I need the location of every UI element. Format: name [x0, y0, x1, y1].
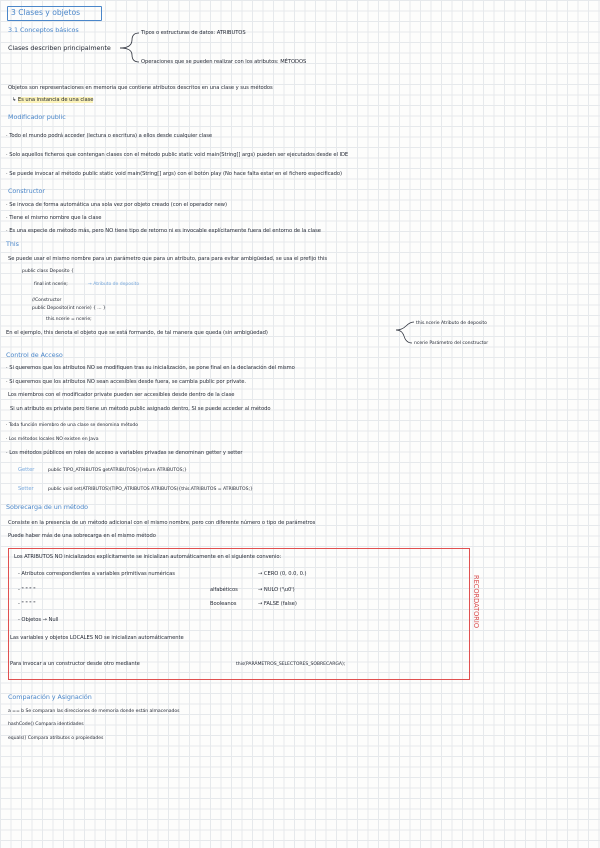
section-heading-overload: Sobrecarga de un método [6, 503, 88, 511]
getter-label: Getter [18, 467, 35, 473]
box-constructor-call: Para invocar a un constructor desde otro mediante [10, 661, 140, 667]
this-description: Se puede usar el mismo nombre para un parámetro que para un atributo, para para evitar ambigüedad, se usa el prefijo this [8, 256, 327, 262]
access-point-1: · Si queremos que los atributos NO se modifiquen tras su inicialización, se pone final en la declaración del mismo [6, 365, 295, 371]
compare-point-1: a == b Se comparan las direcciones de memoria donde están almacenados [8, 709, 180, 714]
public-point-2: · Solo aquellos ficheros que contengan clases con el método public static void main(String[] args) pueden ser ejecutados desde el IDE [6, 152, 349, 158]
code-line-comment: //Constructor [32, 298, 62, 303]
section-heading-access: Control de Acceso [6, 351, 63, 359]
code-line-attr: final int ncerie; [34, 282, 68, 287]
objetos-subnote: ↳ Es una instancia de una clase [12, 97, 94, 103]
section-heading-this: This [6, 240, 19, 248]
access-point-2: · Si queremos que los atributos NO sean accesibles desde fuera, se cambia public por private. [6, 379, 246, 385]
overload-point-1: Consiste en la presencia de un método adicional con el mismo nombre, pero con diferente número o tipo de parámetros [8, 520, 316, 526]
constructor-point-2: · Tiene el mismo nombre que la clase [6, 215, 102, 221]
box-row-numeric: - Atributos correspondientes a variables primitivas numéricas [18, 571, 175, 577]
box-row-alpha-ditto: - " " " " [18, 587, 36, 593]
section-heading-basics: 3.1 Conceptos básicos [8, 26, 79, 34]
access-point-6: · Los métodos locales NO existen en Java [6, 437, 99, 442]
page-title: 3 Clases y objetos [11, 8, 81, 17]
access-point-5: · Toda función miembro de una clase se denomina método [6, 423, 139, 428]
annotation-this-attr: this.ncerie Atributo de deposito [416, 321, 487, 326]
branch-attributes: Tipos o estructuras de datos: ATRIBUTOS [141, 30, 246, 36]
getter-code: public TIPO_ATRIBUTOS getATRIBUTOS(){return ATRIBUTOS;} [48, 468, 187, 473]
access-point-3: Los miembros con el modificador private pueden ser accesibles desde dentro de la clase [8, 392, 235, 398]
box-row-numeric-value: → CERO (0, 0.0, 0.) [258, 571, 307, 577]
code-line-class: public class Deposito { [22, 269, 74, 274]
box-constructor-code: this(PARÁMETROS_SELECTORES_SOBRECARGA); [236, 662, 346, 667]
section-heading-compare: Comparación y Asignación [8, 693, 92, 701]
objetos-subnote-text: Es una instancia de una clase [17, 97, 94, 103]
annotation-param: ncerie Parámetro del constructor [414, 341, 489, 346]
box-row-bool-value: → FALSE (false) [258, 601, 297, 607]
box-row-objects: - Objetos → Null [18, 617, 59, 623]
objetos-definition: Objetos son representaciones en memoria que contiene atributos descritos en una clase y sus métodos [8, 85, 273, 91]
box-locals: Las variables y objetos LOCALES NO se inicializan automáticamente [10, 635, 184, 641]
code-line-assign: this.ncerie = ncerie; [46, 317, 92, 322]
box-row-alpha: alfabéticos [210, 587, 238, 593]
constructor-point-1: · Se invoca de forma automática una sola vez por objeto creado (con el operador new) [6, 202, 227, 208]
overload-point-2: Puede haber más de una sobrecarga en el mismo método [8, 533, 156, 539]
access-point-7: · Los métodos públicos en roles de acceso a variables privadas se denominan getter y setter [6, 450, 243, 456]
this-example: En el ejemplo, this denota el objeto que se está formando, de tal manera que queda (sin ambigüedad) [6, 330, 268, 336]
setter-label: Setter [18, 486, 34, 492]
clases-label: Clases describen principalmente [8, 44, 111, 52]
box-intro: Los ATRIBUTOS NO inicializados explícitamente se inicializan automáticamente en el siguiente convenio: [14, 554, 282, 560]
constructor-point-3: · Es una especie de método más, pero NO tiene tipo de retorno ni es invocable explícitamente fuera del entorno de la clase [6, 228, 321, 234]
compare-point-3: equals() Compara atributos o propiedades [8, 736, 104, 741]
box-row-alpha-value: → NULO ('\u0') [258, 587, 295, 593]
setter-code: public void set(ATRIBUTOS)(TIPO_ATRIBUTOS ATRIBUTOS){this.ATRIBUTOS = ATRIBUTOS;} [48, 487, 253, 492]
code-line-constructor: public Deposito(int ncerie) { ... } [32, 306, 106, 311]
public-point-3: · Se puede invocar al método public static void main(String[] args) con el botón play (No hace falta estar en el fichero especificado) [6, 171, 342, 177]
reminder-label: RECORDATORIO [472, 575, 480, 629]
section-heading-public: Modificador public [8, 113, 66, 121]
section-heading-constructor: Constructor [8, 187, 45, 195]
box-row-bool-ditto: - " " " " [18, 601, 36, 607]
branch-methods: Operaciones que se pueden realizar con los atributos: MÉTODOS [141, 59, 307, 65]
public-point-1: · Todo el mundo podrá acceder (lectura o escritura) a ellos desde cualquier clase [6, 133, 213, 139]
reminder-label-wrap [470, 575, 482, 665]
code-arrow-note: → Atributo de deposito [88, 282, 140, 287]
access-point-4: Si un atributo es private pero tiene un método public asignado dentro, SI se puede acceder al método [10, 406, 271, 412]
box-row-bool: Booleanos [210, 601, 237, 607]
compare-point-2: hashCode() Compara identidades [8, 722, 84, 727]
